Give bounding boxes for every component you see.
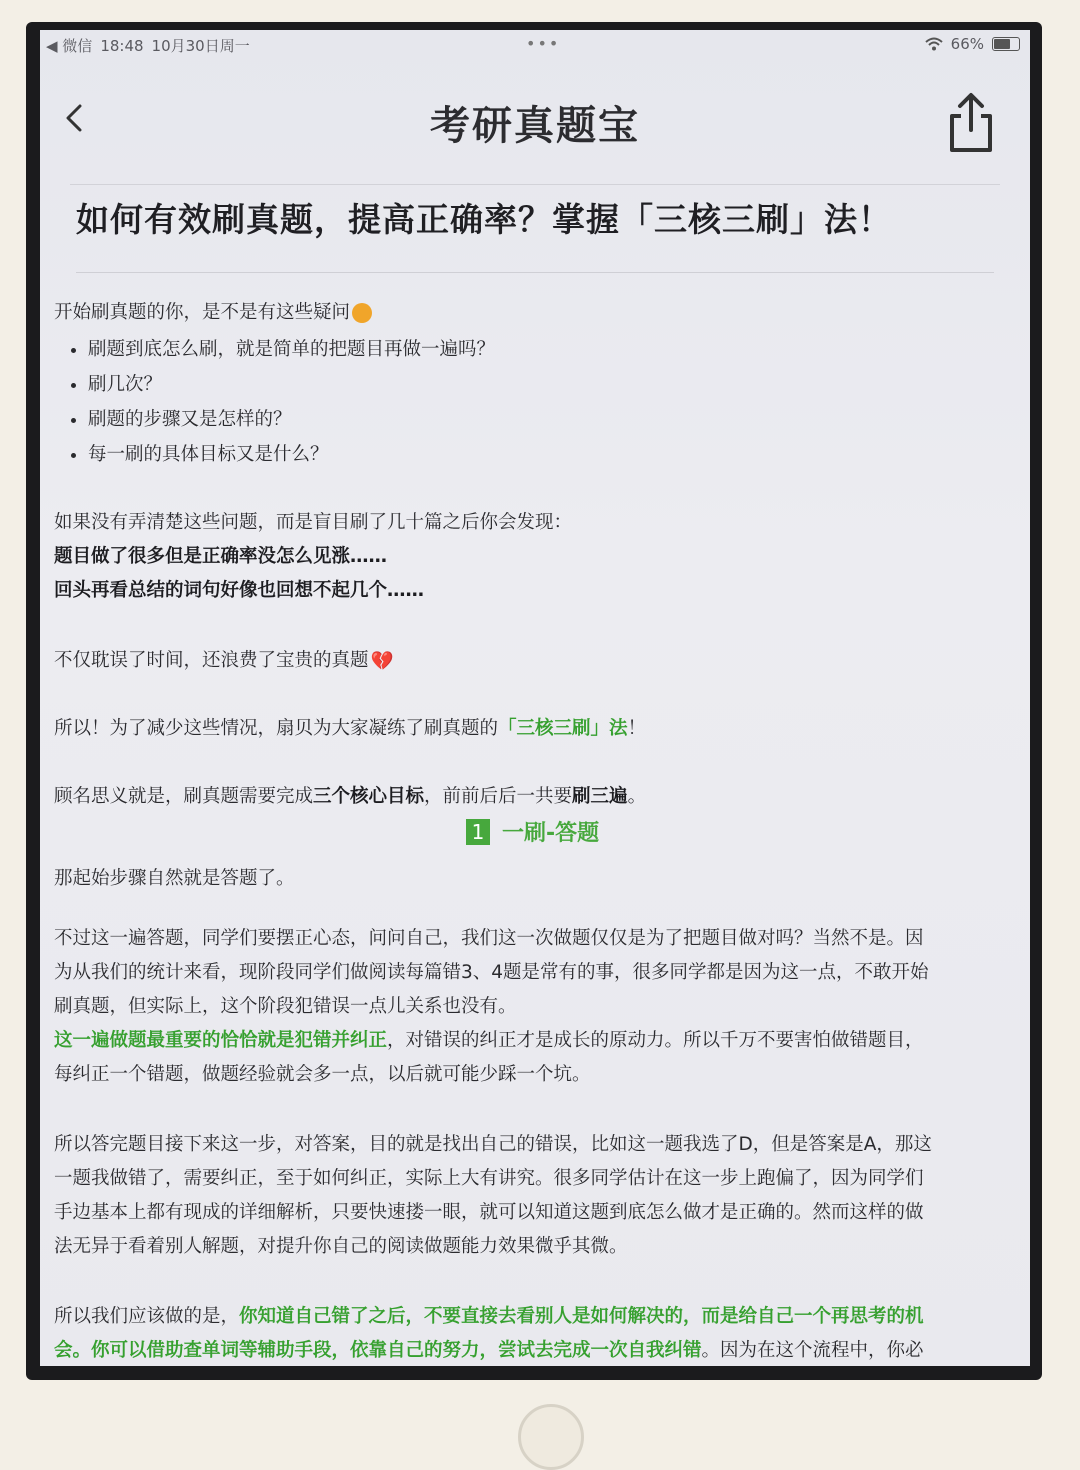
correct-text-a: 所以我们应该做的是， [54, 1306, 240, 1327]
meaning-text-c: ，前前后后一共要 [424, 786, 573, 807]
paragraph-start: 那起始步骤自然就是答题了。 [54, 868, 295, 889]
meaning-text-d: 。 [627, 786, 647, 807]
paragraph-line: 手边基本上都有现成的详细解析，只要快速搂一眼，就可以知道这题到底怎么做才是正确的。然而这样的做 [54, 1202, 924, 1223]
paragraph-correct [54, 1300, 924, 1366]
section-number-badge: 1 [466, 819, 490, 845]
meaning-bold-1: 三个核心目标 [313, 786, 425, 807]
meaning-text-a: 顾名思义就是，刷真题需要完成 [54, 786, 314, 807]
home-button[interactable] [518, 1404, 584, 1470]
angry-face-emoji-icon [352, 303, 372, 323]
paragraph-line: 所以答完题目接下来这一步，对答案，目的就是找出自己的错误，比如这一题我选了D，但是答案是A，那这 [54, 1134, 932, 1155]
back-to-app-link[interactable]: ◀ 微信 [46, 37, 93, 55]
paragraph-if-bold-1: 题目做了很多但是正确率没怎么见涨…… [54, 546, 388, 567]
correct-text-b: 。因为在这个流程中，你必 [701, 1340, 924, 1361]
paragraph-line [54, 1334, 924, 1366]
questions-list [66, 332, 495, 472]
paragraph-line: 每纠正一个错题，做题经验就会多一点，以后就可能少踩一个坑。 [54, 1064, 591, 1085]
intro-text: 开始刷真题的你，是不是有这些疑问 [54, 302, 351, 323]
paragraph-line: 刷真题，但实际上，这个阶段犯错误一点儿关系也没有。 [54, 996, 517, 1017]
section-heading [466, 816, 599, 847]
list-item: • 每一刷的具体目标又是什么？ [88, 437, 495, 472]
title-divider [76, 272, 994, 273]
mindset-text: ，对错误的纠正才是成长的原动力。所以千万不要害怕做错题目， [387, 1030, 924, 1051]
multitask-dots[interactable]: ••• [526, 34, 561, 53]
meaning-bold-2: 刷三遍 [572, 786, 628, 807]
paragraph-line: 为从我们的统计来看，现阶段同学们做阅读每篇错3、4题是常有的事，很多同学都是因为这一点，不敢开始 [54, 962, 929, 983]
paragraph-answers [54, 1128, 932, 1264]
paragraph-waste [54, 646, 394, 672]
battery-icon [992, 37, 1020, 51]
paragraph-line: 一题我做错了，需要纠正，至于如何纠正，实际上大有讲究。很多同学估计在这一步上跑偏了，因为同学们 [54, 1168, 924, 1189]
correct-highlight-1: 你知道自己错了之后，不要直接去看别人是如何解决的，而是给自己一个再思考的机 [239, 1306, 924, 1327]
correct-highlight-2: 会。你可以借助查单词等辅助手段，依靠自己的努力，尝试去完成一次自我纠错 [54, 1340, 702, 1361]
list-item: • 刷题的步骤又是怎样的？ [88, 402, 495, 437]
paragraph-line [54, 1024, 929, 1058]
paragraph-line [54, 1300, 924, 1334]
nav-divider [70, 184, 1000, 185]
broken-heart-emoji-icon: 💔 [370, 651, 394, 672]
paragraph-line: 不过这一遍答题，同学们要摆正心态，问问自己，我们这一次做题仅仅是为了把题目做对吗？当然不是。因 [54, 928, 924, 949]
battery-percent: 66% [950, 35, 984, 53]
wifi-icon [925, 37, 943, 51]
method-text: 所以！为了减少这些情况，扇贝为大家凝练了刷真题的 [54, 718, 499, 739]
nav-bar [40, 78, 1030, 178]
method-highlight: 「三核三刷」法 [498, 718, 628, 739]
status-date: 10月30日周一 [151, 37, 250, 55]
intro-paragraph [54, 298, 372, 324]
paragraph-if-bold-2: 回头再看总结的词句好像也回想不起几个…… [54, 580, 425, 601]
paragraph-mindset [54, 922, 929, 1092]
status-bar [40, 30, 1030, 60]
status-time: 18:48 [100, 36, 144, 55]
method-end: ！ [627, 718, 647, 739]
article-title: 如何有效刷真题，提高正确率？掌握「三核三刷」法！ [76, 200, 892, 239]
paragraph-if: 如果没有弄清楚这些问题，而是盲目刷了几十篇之后你会发现： [54, 512, 573, 533]
device-screen [40, 30, 1030, 1366]
waste-text: 不仅耽误了时间，还浪费了宝贵的真题 [54, 650, 369, 671]
mindset-highlight: 这一遍做题最重要的恰恰就是犯错并纠正 [54, 1030, 388, 1051]
page-title: 考研真题宝 [430, 103, 640, 149]
list-item: • 刷题到底怎么刷，就是简单的把题目再做一遍吗？ [88, 332, 495, 367]
paragraph-line: 法无异于看着别人解题，对提升你自己的阅读做题能力效果微乎其微。 [54, 1236, 628, 1257]
section-title: 一刷-答题 [502, 821, 600, 846]
list-item: • 刷几次？ [88, 367, 495, 402]
share-icon[interactable] [944, 92, 998, 154]
paragraph-meaning [54, 782, 646, 808]
paragraph-method [54, 714, 646, 740]
